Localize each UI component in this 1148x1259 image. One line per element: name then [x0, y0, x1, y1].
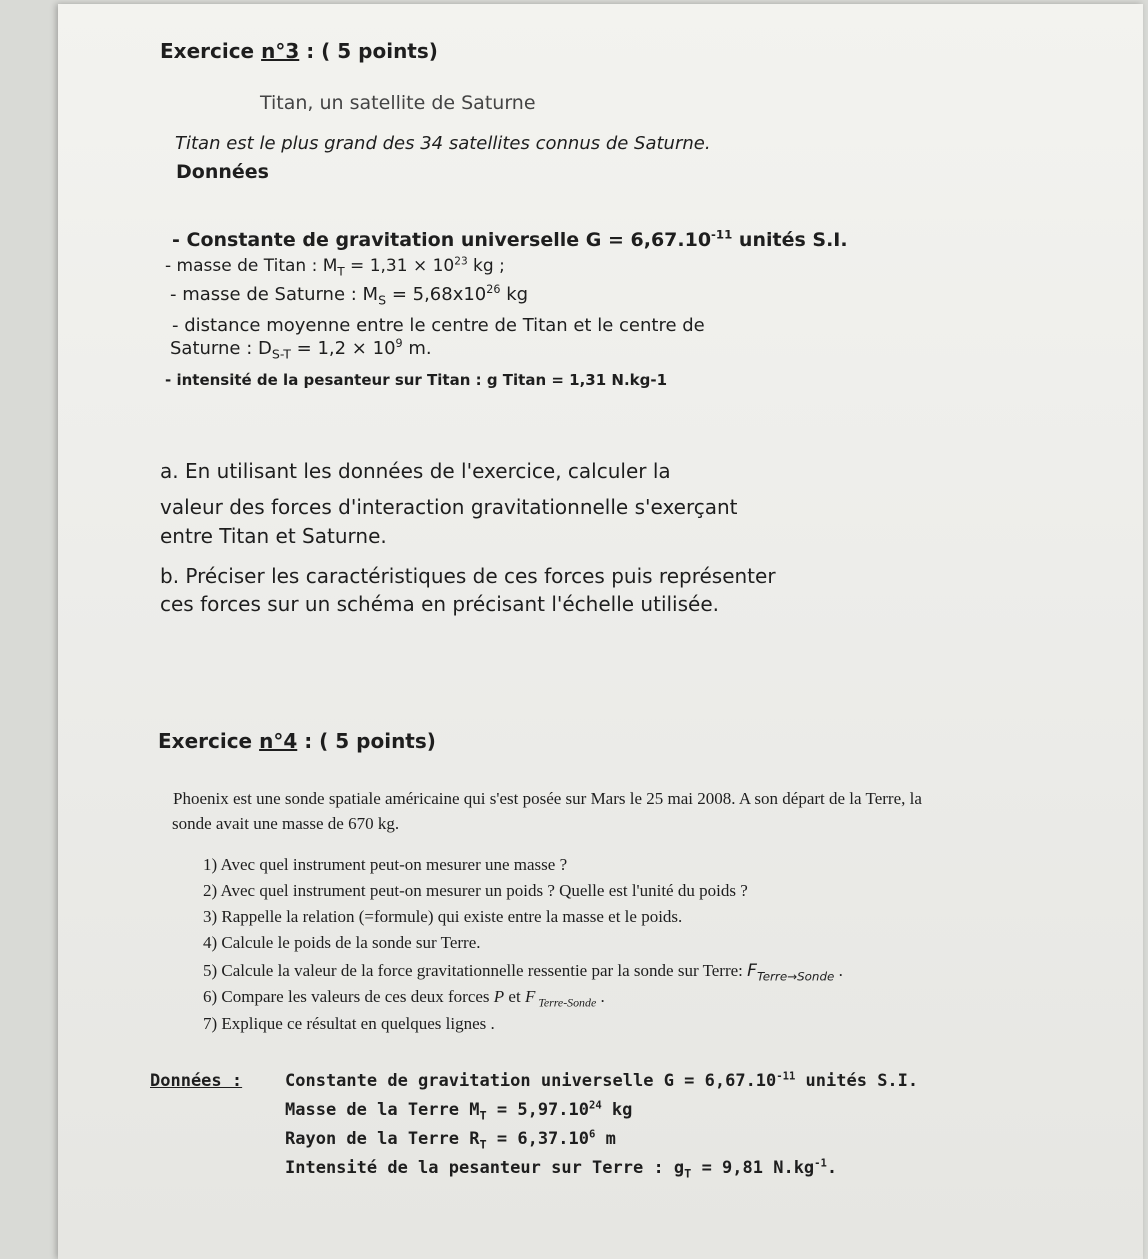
- ex3-mass-titan-exp: 23: [454, 255, 468, 268]
- ex3-distance-unit: m.: [402, 338, 432, 359]
- ex3-mass-saturn-exp: 26: [486, 283, 501, 296]
- ex4-data-gconst: [285, 1072, 918, 1091]
- ex4-points: : ( 5 points): [297, 729, 436, 753]
- ex3-distance-exp: 9: [395, 337, 403, 350]
- ex4-question-7: 7) Explique ce résultat en quelques lignes .: [203, 1014, 495, 1033]
- ex4-question-6-text: 6) Compare les valeurs de ces deux forces: [203, 987, 494, 1006]
- ex4-data-radius-earth: [285, 1128, 616, 1152]
- ex3-heading: [160, 40, 438, 62]
- ex4-q5-force: F: [747, 961, 757, 981]
- ex3-gravitation-constant: [172, 227, 848, 251]
- ex4-d-m-value: = 5,97.10: [486, 1100, 589, 1120]
- ex3-gconst-unit: unités S.I.: [732, 229, 848, 251]
- ex3-mass-titan-value: = 1,31 × 10: [344, 256, 455, 276]
- ex4-d-gt-sub: T: [684, 1166, 692, 1181]
- ex4-d-m-sub: T: [479, 1108, 487, 1123]
- ex3-mass-titan-label: - masse de Titan : M: [165, 256, 338, 276]
- ex4-question-1: 1) Avec quel instrument peut-on mesurer une masse ?: [203, 855, 568, 874]
- ex3-mass-titan-unit: kg ;: [467, 256, 505, 276]
- ex3-distance-value: = 1,2 × 10: [290, 338, 396, 359]
- ex3-question-b-line2: ces forces sur un schéma en précisant l'échelle utilisée.: [160, 592, 720, 616]
- ex4-q6-p: P: [493, 987, 505, 1006]
- ex4-number: n°4: [259, 729, 298, 753]
- ex3-question-b-line1: b. Préciser les caractéristiques de ces forces puis représenter: [160, 564, 776, 588]
- ex4-label: Exercice: [158, 729, 253, 753]
- ex4-d-r-sub: T: [479, 1137, 487, 1152]
- ex3-question-a-line3: entre Titan et Saturne.: [160, 524, 387, 548]
- ex4-question-2: 2) Avec quel instrument peut-on mesurer un poids ? Quelle est l'unité du poids ?: [203, 881, 748, 900]
- ex4-question-5-text: 5) Calcule la valeur de la force gravitationnelle ressentie par la sonde sur Terre:: [203, 961, 748, 980]
- ex3-question-a-line1: a. En utilisant les données de l'exercice, calculer la: [160, 459, 671, 483]
- ex3-data-heading: Données: [176, 161, 269, 183]
- ex3-mass-titan-sub: T: [337, 264, 345, 279]
- ex4-heading: [158, 730, 436, 752]
- ex3-gconst-exp: -11: [711, 227, 733, 242]
- ex3-mass-saturn-label: - masse de Saturne : M: [170, 284, 379, 305]
- ex3-distance-line2: [170, 337, 432, 362]
- ex4-d-r-unit: m: [595, 1129, 616, 1149]
- ex3-mass-saturn-sub: S: [378, 292, 387, 308]
- ex4-q6-sub: Terre-Sonde: [535, 995, 597, 1010]
- ex4-d-r-exp: 6: [589, 1128, 596, 1141]
- ex4-d-m-label: Masse de la Terre M: [285, 1100, 480, 1120]
- ex4-question-6: [203, 987, 605, 1010]
- ex3-question-a-line2: valeur des forces d'interaction gravitationnelle s'exerçant: [160, 495, 738, 519]
- ex3-distance-sub: S-T: [271, 346, 291, 362]
- ex4-data-gravity-earth: [285, 1157, 838, 1181]
- ex3-mass-titan: [165, 255, 505, 279]
- ex4-question-3: 3) Rappelle la relation (=formule) qui existe entre la masse et le poids.: [203, 907, 683, 926]
- ex4-d-gt-label: Intensité de la pesanteur sur Terre : g: [285, 1158, 685, 1178]
- ex4-d-g-label: Constante de gravitation universelle G = 6,67.10: [285, 1071, 777, 1091]
- ex3-distance-label: Saturne : D: [170, 338, 272, 359]
- ex4-data-heading: Données :: [150, 1071, 243, 1091]
- ex4-question-4: 4) Calcule le poids de la sonde sur Terre.: [203, 933, 481, 952]
- ex4-d-gt-value: = 9,81 N.kg: [691, 1158, 815, 1178]
- ex4-d-g-exp: -11: [776, 1070, 796, 1083]
- ex3-points: : ( 5 points): [299, 39, 438, 63]
- ex4-d-gt-exp: -1: [814, 1157, 827, 1170]
- ex4-intro-line1: Phoenix est une sonde spatiale américaine qui s'est posée sur Mars le 25 mai 2008. A son départ de la Terre, la: [173, 789, 922, 808]
- ex4-question-5: [203, 961, 843, 984]
- ex4-intro-line2: sonde avait une masse de 670 kg.: [172, 814, 400, 833]
- ex3-distance-line1: - distance moyenne entre le centre de Titan et le centre de: [172, 315, 705, 336]
- ex4-d-r-value: = 6,37.10: [486, 1129, 589, 1149]
- ex4-q6-end: .: [596, 987, 605, 1006]
- ex4-data-mass-earth: [285, 1099, 633, 1123]
- ex4-q6-mid: et: [504, 987, 525, 1006]
- ex4-q6-f: F: [524, 987, 536, 1006]
- ex4-d-g-unit: unités S.I.: [795, 1071, 919, 1091]
- ex4-d-r-label: Rayon de la Terre R: [285, 1129, 480, 1149]
- ex4-d-gt-unit: .: [826, 1158, 838, 1178]
- ex3-mass-saturn: [170, 283, 529, 308]
- ex4-d-m-exp: 24: [589, 1099, 602, 1112]
- ex3-mass-saturn-unit: kg: [500, 284, 529, 305]
- ex4-q5-end: .: [834, 961, 843, 980]
- ex3-number: n°3: [261, 39, 300, 63]
- ex3-intro: Titan est le plus grand des 34 satellites connus de Saturne.: [175, 133, 711, 154]
- ex3-label: Exercice: [160, 39, 255, 63]
- ex4-d-m-unit: kg: [601, 1100, 633, 1120]
- ex3-gravity-titan: - intensité de la pesanteur sur Titan : g Titan = 1,31 N.kg-1: [165, 371, 668, 389]
- ex3-mass-saturn-value: = 5,68x10: [386, 284, 487, 305]
- ex4-q5-sub: Terre→Sonde: [756, 969, 835, 984]
- ex3-subtitle: Titan, un satellite de Saturne: [260, 92, 536, 114]
- ex3-gconst-label: - Constante de gravitation universelle G = 6,67.10: [172, 229, 712, 251]
